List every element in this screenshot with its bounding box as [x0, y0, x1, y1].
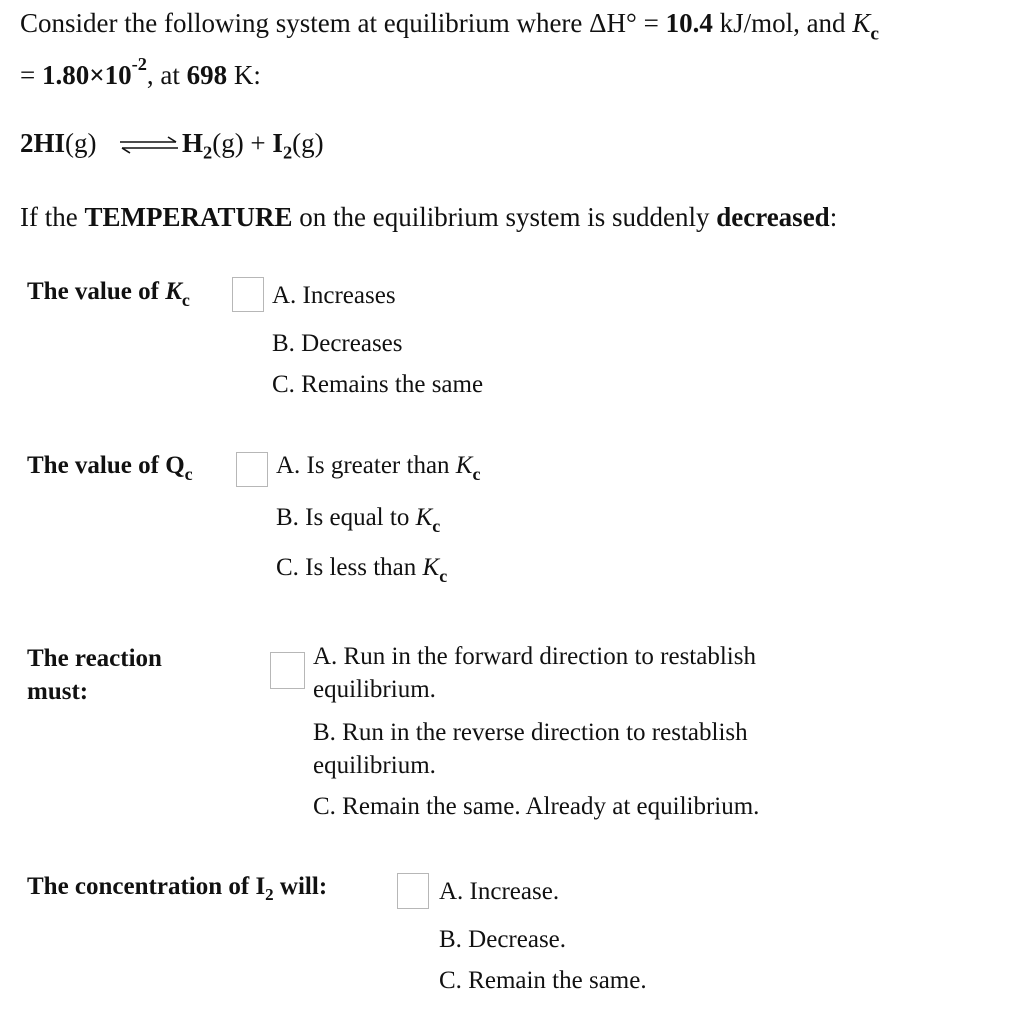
equilibrium-arrow-icon	[118, 136, 180, 154]
q4-label	[27, 873, 328, 904]
q2-q-subscript: c	[184, 463, 193, 484]
q2-option-b-sub: c	[432, 515, 441, 536]
q1-label	[27, 278, 190, 310]
q2-option-c-sub: c	[439, 565, 448, 586]
q1-k-subscript: c	[181, 289, 190, 310]
reaction-equation	[20, 128, 97, 159]
prompt-middle: on the equilibrium system is suddenly	[292, 202, 717, 232]
q1-option-c: C. Remains the same	[272, 371, 484, 398]
q2-label-text: The value of Q	[27, 452, 185, 479]
q3-option-c: C. Remain the same. Already at equilibrium.	[313, 793, 760, 820]
h2-subscript: 2	[203, 142, 213, 163]
q3-label	[27, 642, 162, 708]
delta-h-unit: kJ/mol, and	[712, 8, 853, 38]
prompt-decreased: decreased	[716, 202, 830, 232]
question-prompt	[20, 202, 837, 233]
q1-option-a: A. Increases	[272, 282, 396, 309]
k-symbol: K	[852, 8, 871, 38]
q4-label-text: The concentration of I	[27, 873, 266, 900]
q4-i-subscript: 2	[265, 884, 274, 904]
q2-option-b	[276, 504, 441, 536]
delta-h-value: 10.4	[665, 8, 713, 38]
q2-label	[27, 452, 193, 484]
at-text: , at	[146, 60, 187, 90]
kc-exponent: -2	[131, 54, 147, 75]
i2-subscript: 2	[282, 142, 293, 163]
q2-option-a-k: K	[455, 452, 473, 479]
q1-k-symbol: K	[165, 278, 182, 305]
i2-phase: (g)	[292, 128, 324, 158]
q2-option-c-k: K	[422, 554, 440, 581]
h2-product: H	[182, 128, 204, 158]
q2-option-a	[276, 452, 481, 484]
q2-option-a-sub: c	[472, 463, 481, 484]
intro-line-2	[20, 54, 261, 91]
temperature-value: 698	[186, 60, 228, 90]
q3-answer-box[interactable]	[270, 652, 305, 689]
prompt-suffix: :	[829, 202, 838, 232]
prompt-temperature: TEMPERATURE	[84, 202, 293, 232]
reactant-phase: (g)	[65, 128, 97, 158]
temperature-unit: K:	[227, 60, 261, 90]
reaction-products	[182, 128, 324, 163]
q2-option-c	[276, 554, 448, 586]
k-subscript: c	[870, 23, 879, 45]
delta-h-symbol: ΔH°	[589, 8, 637, 38]
q2-answer-box[interactable]	[236, 452, 268, 487]
intro-text: Consider the following system at equilibrium where	[20, 8, 590, 38]
q4-answer-box[interactable]	[397, 873, 429, 909]
q3-label-line-2: must:	[27, 678, 89, 705]
q1-option-b: B. Decreases	[272, 330, 403, 357]
reactant: 2HI	[20, 128, 66, 158]
equals-sign: =	[636, 8, 666, 38]
prompt-prefix: If the	[20, 202, 85, 232]
q3-option-b: B. Run in the reverse direction to restablish equilibrium.	[313, 719, 748, 779]
q4-option-b: B. Decrease.	[439, 926, 567, 953]
q3-option-a: A. Run in the forward direction to restablish equilibrium.	[313, 643, 756, 703]
q2-option-b-text: B. Is equal to	[276, 504, 416, 531]
q4-label-suffix: will:	[273, 873, 328, 900]
q2-option-a-text: A. Is greater than	[276, 452, 456, 479]
q3-label-line-1: The reaction	[27, 645, 162, 672]
h2-phase: (g) +	[212, 128, 273, 158]
q2-option-b-k: K	[415, 504, 433, 531]
q2-option-c-text: C. Is less than	[276, 554, 423, 581]
i2-product: I	[272, 128, 283, 158]
q1-label-text: The value of	[27, 278, 166, 305]
kc-value: 1.80×10	[41, 60, 132, 90]
q1-answer-box[interactable]	[232, 277, 264, 312]
q4-option-c: C. Remain the same.	[439, 967, 647, 994]
intro-line-1	[20, 8, 879, 45]
q4-option-a: A. Increase.	[439, 878, 560, 905]
equals-sign-2: =	[20, 60, 42, 90]
